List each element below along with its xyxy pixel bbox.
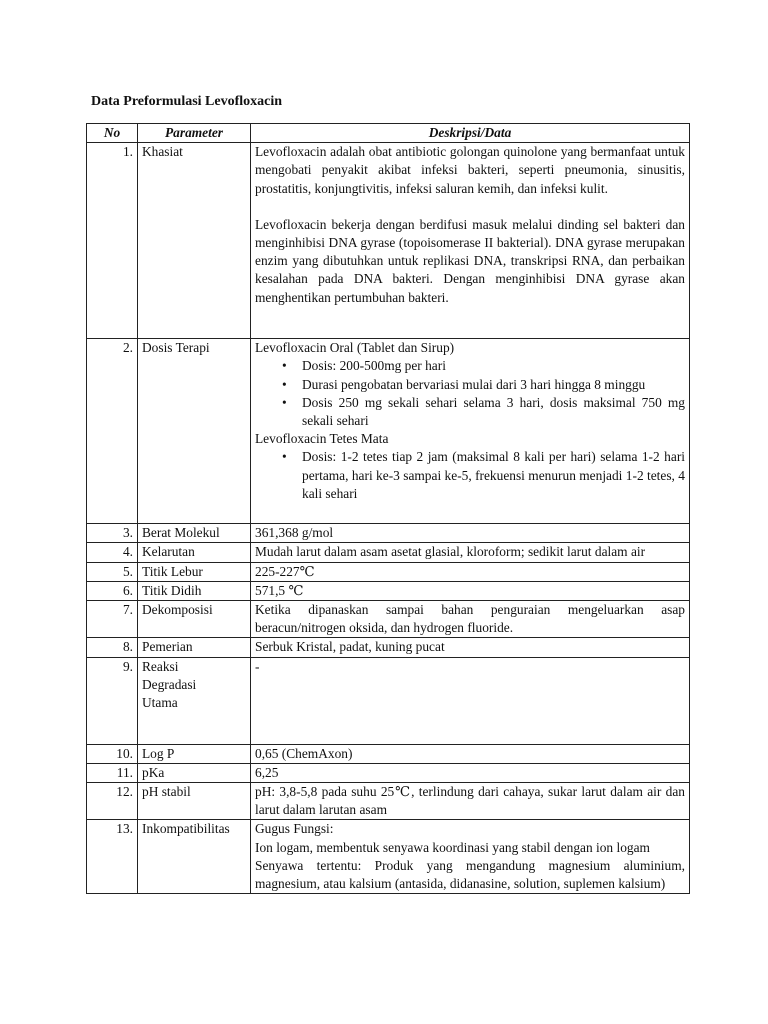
row-number: 5. xyxy=(87,562,138,581)
table-row xyxy=(87,581,690,600)
row-number: 8. xyxy=(87,638,138,657)
row-number: 3. xyxy=(87,524,138,543)
oral-dose-list xyxy=(255,357,685,430)
row-parameter: Berat Molekul xyxy=(138,524,251,543)
row-parameter: Titik Didih xyxy=(138,581,251,600)
list-item: • Dosis: 1-2 tetes tiap 2 jam (maksimal 8 kali per hari) selama 1-2 hari pertama, hari ke-3 sampai ke-5, frekuensi menurun menjadi 1-2 tetes, 4 kali sehari xyxy=(302,448,685,503)
eye-drops-heading: Levofloxacin Tetes Mata xyxy=(255,431,389,447)
row-number: 2. xyxy=(87,339,138,524)
row-description: 361,368 g/mol xyxy=(251,524,690,543)
incompat-line: Ion logam, membentuk senyawa koordinasi yang stabil dengan ion logam xyxy=(255,839,650,855)
row-number: 1. xyxy=(87,143,138,339)
khasiat-paragraph-1: Levofloxacin adalah obat antibiotic golongan quinolone yang bermanfaat untuk mengobati penyakit akibat infeksi bakteri, seperti pneumonia, sinusitis, prostatitis, konjungtivitis, infeksi saluran kemih, dan infeksi kulit. xyxy=(255,144,685,196)
row-number: 12. xyxy=(87,783,138,820)
header-no: No xyxy=(87,124,138,143)
row-parameter: Log P xyxy=(138,744,251,763)
table-row xyxy=(87,763,690,782)
table-row xyxy=(87,744,690,763)
paragraph-gap xyxy=(255,198,685,216)
row-number: 11. xyxy=(87,763,138,782)
row-description xyxy=(251,820,690,894)
table-row xyxy=(87,638,690,657)
table-header-row xyxy=(87,124,690,143)
row-number: 6. xyxy=(87,581,138,600)
row-parameter: Kelarutan xyxy=(138,543,251,562)
row-number: 10. xyxy=(87,744,138,763)
row-parameter xyxy=(138,657,251,744)
row-description: - xyxy=(251,657,690,744)
oral-heading: Levofloxacin Oral (Tablet dan Sirup) xyxy=(255,340,455,356)
row-parameter: pKa xyxy=(138,763,251,782)
row-description: 571,5 ℃ xyxy=(251,581,690,600)
row-description: pH: 3,8-5,8 pada suhu 25℃, terlindung dari cahaya, sukar larut dalam air dan larut dalam larutan asam xyxy=(251,783,690,820)
table-row xyxy=(87,657,690,744)
row-parameter: Dosis Terapi xyxy=(138,339,251,524)
header-parameter: Parameter xyxy=(138,124,251,143)
row-description: Mudah larut dalam asam asetat glasial, kloroform; sedikit larut dalam air xyxy=(251,543,690,562)
row-description: 6,25 xyxy=(251,763,690,782)
row-parameter: Dekomposisi xyxy=(138,601,251,638)
row-description: 0,65 (ChemAxon) xyxy=(251,744,690,763)
row-description: Ketika dipanaskan sampai bahan penguraian mengeluarkan asap beracun/nitrogen oksida, dan hydrogen fluoride. xyxy=(251,601,690,638)
row-description: Serbuk Kristal, padat, kuning pucat xyxy=(251,638,690,657)
row-number: 4. xyxy=(87,543,138,562)
row-parameter: pH stabil xyxy=(138,783,251,820)
param-line: Reaksi xyxy=(142,658,179,674)
table-row xyxy=(87,601,690,638)
table-row xyxy=(87,143,690,339)
row-parameter: Inkompatibilitas xyxy=(138,820,251,894)
header-description: Deskripsi/Data xyxy=(251,124,690,143)
list-item: • Dosis: 200-500mg per hari xyxy=(302,357,685,375)
table-row xyxy=(87,524,690,543)
row-description: 225-227℃ xyxy=(251,562,690,581)
param-line: Utama xyxy=(142,695,178,711)
eye-dose-list xyxy=(255,448,685,503)
row-number: 13. xyxy=(87,820,138,894)
row-description xyxy=(251,339,690,524)
row-number: 7. xyxy=(87,601,138,638)
preformulation-table xyxy=(86,123,690,894)
row-parameter: Khasiat xyxy=(138,143,251,339)
table-row xyxy=(87,543,690,562)
table-row xyxy=(87,339,690,524)
list-item: • Durasi pengobatan bervariasi mulai dari 3 hari hingga 8 minggu xyxy=(302,376,685,394)
row-parameter: Pemerian xyxy=(138,638,251,657)
document-title: Data Preformulasi Levofloxacin xyxy=(91,94,283,109)
row-description xyxy=(251,143,690,339)
table-row xyxy=(87,783,690,820)
table-row xyxy=(87,562,690,581)
incompat-line: Gugus Fungsi: xyxy=(255,821,334,837)
table-row xyxy=(87,820,690,894)
khasiat-paragraph-2: Levofloxacin bekerja dengan berdifusi masuk melalui dinding sel bakteri dan menginhibisi DNA gyrase (topoisomerase II bakterial). DNA gyrase merupakan enzim yang dibutuhkan untuk replikasi DNA, transkripsi RNA, dan perbaikan kesalahan pada DNA bakteri. Dengan menginhibisi DNA gyrase akan menghentikan pertumbuhan bakteri. xyxy=(255,216,685,305)
list-item: • Dosis 250 mg sekali sehari selama 3 hari, dosis maksimal 750 mg sekali sehari xyxy=(302,394,685,430)
row-number: 9. xyxy=(87,657,138,744)
param-line: Degradasi xyxy=(142,676,197,692)
row-parameter: Titik Lebur xyxy=(138,562,251,581)
incompat-line: Senyawa tertentu: Produk yang mengandung magnesium aluminium, magnesium, atau kalsium (antasida, didanasine, solution, suplemen kalsium) xyxy=(255,857,685,892)
